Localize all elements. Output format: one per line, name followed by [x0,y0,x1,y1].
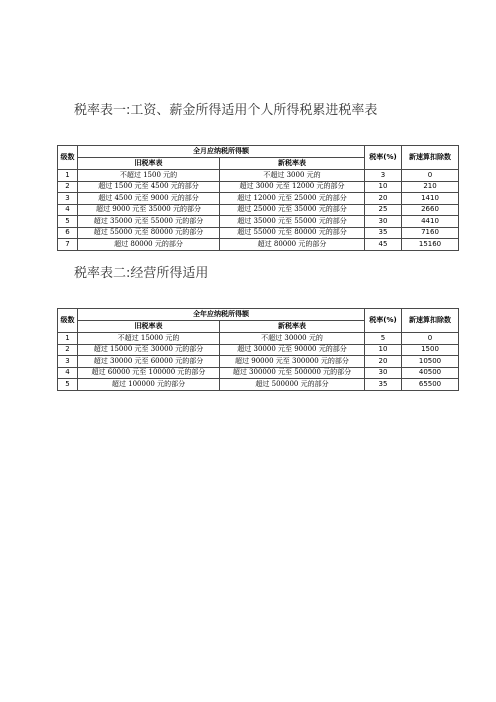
cell-rate: 3 [365,170,402,182]
header-deduction: 新速算扣除数 [402,146,459,170]
cell-old-bracket: 超过 1500 元至 4500 元的部分 [78,181,220,193]
cell-rate: 5 [365,333,402,345]
cell-deduction: 7160 [402,227,459,239]
cell-level: 4 [58,367,78,379]
cell-old-bracket: 超过 35000 元至 55000 元的部分 [78,216,220,228]
tax-rate-table-salary [57,145,459,251]
cell-new-bracket: 超过 35000 元至 55000 元的部分 [220,216,365,228]
header-income-group: 全年应纳税所得额 [78,309,365,321]
cell-old-bracket: 超过 55000 元至 80000 元的部分 [78,227,220,239]
cell-old-bracket: 不超过 15000 元的 [78,333,220,345]
cell-deduction: 2660 [402,204,459,216]
cell-deduction: 0 [402,170,459,182]
cell-deduction: 15160 [402,239,459,251]
cell-new-bracket: 超过 30000 元至 90000 元的部分 [220,344,365,356]
table-row [58,333,459,345]
cell-level: 2 [58,344,78,356]
header-level: 级数 [58,146,78,170]
table-row [58,216,459,228]
table-row [58,367,459,379]
header-rate: 税率(%) [365,146,402,170]
header-deduction: 新速算扣除数 [402,309,459,333]
cell-new-bracket: 不超过 3000 元的 [220,170,365,182]
cell-new-bracket: 超过 25000 元至 35000 元的部分 [220,204,365,216]
cell-old-bracket: 超过 100000 元的部分 [78,379,220,391]
table1-title: 税率表一:工资、薪金所得适用个人所得税累进税率表 [74,103,378,118]
cell-rate: 10 [365,344,402,356]
header-level: 级数 [58,309,78,333]
header-new: 新税率表 [220,158,365,170]
header-income-group: 全月应纳税所得额 [78,146,365,158]
cell-rate: 10 [365,181,402,193]
cell-old-bracket: 超过 4500 元至 9000 元的部分 [78,193,220,205]
cell-level: 1 [58,170,78,182]
table-row [58,356,459,368]
cell-rate: 30 [365,216,402,228]
cell-rate: 35 [365,227,402,239]
cell-old-bracket: 超过 30000 元至 60000 元的部分 [78,356,220,368]
table-row [58,204,459,216]
cell-rate: 20 [365,356,402,368]
cell-level: 3 [58,356,78,368]
header-rate: 税率(%) [365,309,402,333]
table2-title: 税率表二:经营所得适用 [74,266,209,281]
table-row [58,170,459,182]
table-row [58,344,459,356]
cell-level: 5 [58,379,78,391]
cell-level: 6 [58,227,78,239]
table-row [58,239,459,251]
cell-rate: 25 [365,204,402,216]
cell-deduction: 40500 [402,367,459,379]
table-row [58,379,459,391]
cell-rate: 35 [365,379,402,391]
cell-new-bracket: 超过 55000 元至 80000 元的部分 [220,227,365,239]
cell-rate: 30 [365,367,402,379]
cell-deduction: 210 [402,181,459,193]
cell-old-bracket: 超过 15000 元至 30000 元的部分 [78,344,220,356]
cell-level: 3 [58,193,78,205]
cell-level: 1 [58,333,78,345]
table-row [58,227,459,239]
cell-old-bracket: 超过 80000 元的部分 [78,239,220,251]
cell-deduction: 1410 [402,193,459,205]
cell-deduction: 1500 [402,344,459,356]
cell-deduction: 10500 [402,356,459,368]
cell-deduction: 0 [402,333,459,345]
cell-level: 4 [58,204,78,216]
cell-deduction: 65500 [402,379,459,391]
table-row [58,193,459,205]
cell-old-bracket: 超过 9000 元至 35000 元的部分 [78,204,220,216]
cell-new-bracket: 超过 12000 元至 25000 元的部分 [220,193,365,205]
header-old: 旧税率表 [78,321,220,333]
table-row [58,181,459,193]
tax-rate-table-business [57,308,459,391]
cell-old-bracket: 不超过 1500 元的 [78,170,220,182]
cell-new-bracket: 超过 3000 元至 12000 元的部分 [220,181,365,193]
cell-old-bracket: 超过 60000 元至 100000 元的部分 [78,367,220,379]
header-new: 新税率表 [220,321,365,333]
cell-level: 2 [58,181,78,193]
cell-new-bracket: 超过 80000 元的部分 [220,239,365,251]
cell-new-bracket: 超过 90000 元至 300000 元的部分 [220,356,365,368]
cell-level: 7 [58,239,78,251]
cell-new-bracket: 超过 500000 元的部分 [220,379,365,391]
cell-rate: 45 [365,239,402,251]
cell-new-bracket: 超过 300000 元至 500000 元的部分 [220,367,365,379]
cell-deduction: 4410 [402,216,459,228]
cell-level: 5 [58,216,78,228]
cell-new-bracket: 不超过 30000 元的 [220,333,365,345]
cell-rate: 20 [365,193,402,205]
header-old: 旧税率表 [78,158,220,170]
